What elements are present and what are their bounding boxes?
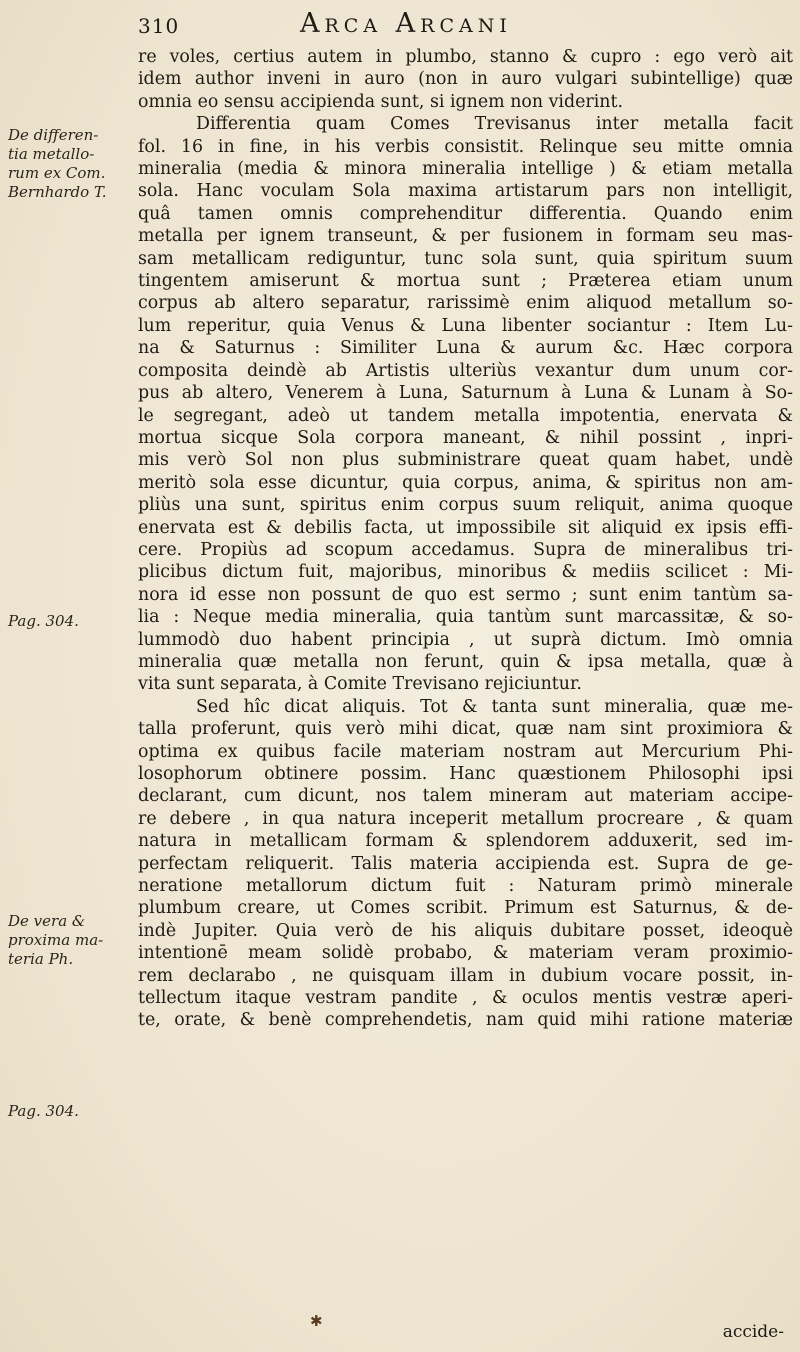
text-line: sam metallicam rediguntur, tunc sola sunt, quia spiritum suum (138, 248, 793, 269)
text-line: lia : Neque media mineralia, quia tantùm sunt marcassitæ, & so- (138, 607, 793, 628)
text-line: te, orate, & benè comprehendetis, nam quid mihi ratione materiæ (138, 1010, 793, 1031)
text-line: mis verò Sol non plus subministrare queat quam habet, undè (138, 450, 793, 471)
text-line: re debere , in qua natura inceperit metallum procreare , & quam (138, 808, 793, 829)
text-line: metalla per ignem transeunt, & per fusionem in formam seu mas- (138, 226, 793, 247)
text-line: corpus ab altero separatur, rarissimè enim aliquod metallum so- (138, 293, 793, 314)
text-line: tingentem amiserunt & mortua sunt ; Præterea etiam unum (138, 271, 793, 292)
text-line: optima ex quibus facile materiam nostram aut Mercurium Phi- (138, 741, 793, 762)
text-line: declarant, cum dicunt, nos talem mineram aut materiam accipe- (138, 786, 793, 807)
text-line: omnia eo sensu accipienda sunt, si ignem non viderint. (138, 91, 623, 112)
text-line: idem author inveni in auro (non in auro vulgari subintellige) quæ (138, 69, 793, 90)
margin-note-page-ref (8, 1102, 79, 1121)
margin-note-text: Pag. 304. (8, 1102, 79, 1120)
page-header (0, 8, 800, 48)
margin-note-text: De differen- tia metallo- rum ex Com. Bernhardo T. (8, 126, 107, 201)
text-line: enervata est & debilis facta, ut impossibile sit aliquid ex ipsis effi- (138, 517, 793, 538)
text-line: na & Saturnus : Similiter Luna & aurum &c. Hæc corpora (138, 338, 793, 359)
text-line: quâ tamen omnis comprehenditur differentia. Quando enim (138, 203, 793, 224)
text-line: natura in metallicam formam & splendorem adduxerit, sed im- (138, 831, 793, 852)
text-line: neratione metallorum dictum fuit : Naturam primò minerale (138, 876, 793, 897)
margin-note-vera-materia (8, 912, 103, 969)
text-line: Differentia quam Comes Trevisanus inter metalla facit (196, 114, 793, 135)
text-line: talla proferunt, quis verò mihi dicat, quæ nam sint proximiora & (138, 719, 793, 740)
body-text (138, 46, 793, 1032)
ink-blot: ✱ (310, 1312, 323, 1330)
margin-note-page-ref (8, 612, 79, 631)
catchword: accide- (722, 1322, 784, 1342)
text-line: nora id esse non possunt de quo est sermo ; sunt enim tantùm sa- (138, 584, 793, 605)
text-line: lum reperitur, quia Venus & Luna libenter sociantur : Item Lu- (138, 315, 793, 336)
text-line: mineralia (media & minora mineralia intellige ) & etiam metalla (138, 159, 793, 180)
text-line: pus ab altero, Venerem à Luna, Saturnum à Luna & Lunam à So- (138, 383, 793, 404)
text-line: plicibus dictum fuit, majoribus, minoribus & mediis scilicet : Mi- (138, 562, 793, 583)
text-line: mortua sicque Sola corpora maneant, & nihil possint , inpri- (138, 427, 793, 448)
text-line: sola. Hanc voculam Sola maxima artistarum pars non intelligit, (138, 181, 793, 202)
running-title: Arca Arcani (300, 8, 512, 39)
text-line: meritò sola esse dicuntur, quia corpus, anima, & spiritus non am- (138, 472, 793, 493)
text-line: fol. 16 in fine, in his verbis consistit. Relinque seu mitte omnia (138, 136, 793, 157)
text-line: rem declarabo , ne quisquam illam in dubium vocare possit, in- (138, 965, 793, 986)
text-line: re voles, certius autem in plumbo, stanno & cupro : ego verò ait (138, 47, 793, 67)
text-line: intentionē meam solidè probabo, & materiam veram proximio- (138, 943, 793, 964)
text-line: indè Jupiter. Quia verò de his aliquis dubitare posset, ideoquè (138, 920, 793, 941)
text-line: losophorum obtinere possim. Hanc quæstionem Philosophi ipsi (138, 764, 793, 784)
page-number: 310 (138, 14, 180, 38)
margin-note-text: De vera & proxima ma- teria Ph. (8, 912, 104, 968)
text-line: le segregant, adeò ut tandem metalla impotentia, enervata & (138, 405, 793, 426)
text-line: vita sunt separata, à Comite Trevisano rejiciuntur. (138, 674, 582, 695)
margin-note-text: Pag. 304. (8, 612, 79, 630)
text-line: composita deindè ab Artistis ulteriùs vexantur dum unum cor- (138, 360, 793, 381)
text-line: tellectum itaque vestram pandite , & oculos mentis vestræ aperi- (138, 988, 793, 1009)
text-line: Sed hîc dicat aliquis. Tot & tanta sunt mineralia, quæ me- (196, 696, 793, 717)
text-line: mineralia quæ metalla non ferunt, quin & ipsa metalla, quæ à (138, 651, 793, 672)
margin-note-differentia (8, 126, 106, 202)
text-line: cere. Propiùs ad scopum accedamus. Supra de mineralibus tri- (138, 539, 793, 560)
text-line: perfectam reliquerit. Talis materia accipienda est. Supra de ge- (138, 853, 793, 874)
text-line: pliùs una sunt, spiritus enim corpus suum reliquit, anima quoque (138, 495, 793, 516)
text-line: plumbum creare, ut Comes scribit. Primum est Saturnus, & de- (138, 898, 793, 919)
text-line: lummodò duo habent principia , ut suprà dictum. Imò omnia (138, 629, 793, 650)
